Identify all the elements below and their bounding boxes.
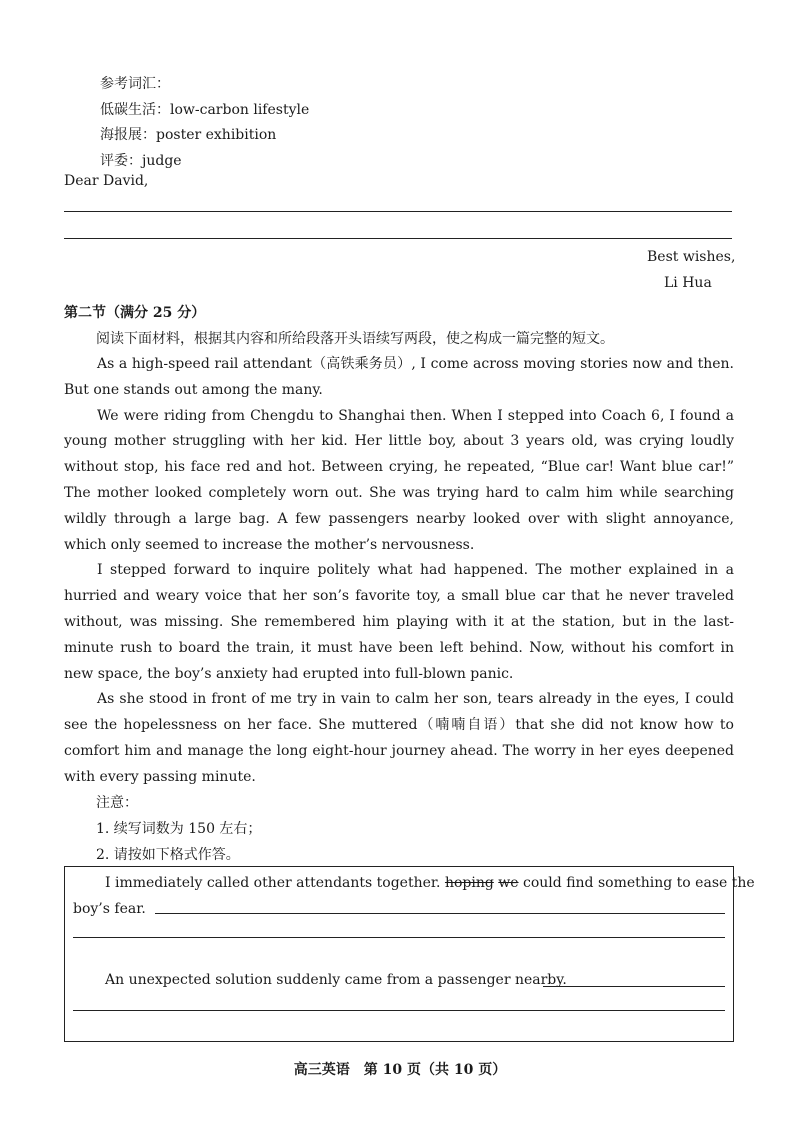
passage-paragraph: As a high-speed rail attendant（高铁乘务员）, I come across moving stories now and then. But one stands out among the many. <box>64 356 734 398</box>
notes <box>96 790 261 868</box>
passage-paragraph: We were riding from Chengdu to Shanghai then. When I stepped into Coach 6, I found a young mother struggling with her kid. Her little boy, about 3 years old, was crying loudly without stop, his face red and hot. Between crying, he repeated, “Blue car! Want blue car!” The mother looked completely worn out. She was trying hard to calm him while searching wildly through a large bag. A few passengers nearby looked over with slight annoyance, which only seemed to increase the mother’s nervousness. <box>64 407 734 553</box>
vocabulary-item: 评委：judge <box>100 152 182 169</box>
section-title: 第二节（满分 25 分） <box>64 305 206 321</box>
notes-title: 注意： <box>96 795 138 811</box>
vocabulary-item: 海报展：poster exhibition <box>100 127 277 143</box>
letter-closing: Best wishes, <box>647 249 736 265</box>
passage-paragraph: I stepped forward to inquire politely what had happened. The mother explained in a hurried and weary voice that her son’s favorite toy, a small blue car that he never traveled without, was missing. She remembered him playing with it at the station, but in the last-minute rush to board the train, it must have been left behind. Now, without his comfort in new space, the boy’s anxiety had erupted into full-blown panic. <box>64 562 734 682</box>
paragraph1-continuation: boy’s fear. <box>73 901 146 917</box>
answer-line[interactable] <box>73 937 725 938</box>
note-item: 1. 续写词数为 150 左右； <box>96 821 262 837</box>
struck-word: hoping <box>444 875 494 891</box>
writing-line <box>64 211 732 212</box>
passage-paragraph: As she stood in front of me try in vain to calm her son, tears already in the eyes, I could see the hopelessness on her face. She muttered（喃喃自语）that she did not know how to comfort him and manage the long eight-hour journey ahead. The worry in her eyes deepened with every passing minute. <box>64 691 734 785</box>
answer-box <box>64 866 755 1042</box>
paragraph2-opening: An unexpected solution suddenly came from a passenger nearby. <box>105 972 567 988</box>
vocabulary-item: 低碳生活：low-carbon lifestyle <box>100 101 310 118</box>
letter-greeting: Dear David, <box>64 173 149 189</box>
answer-line[interactable] <box>543 986 725 987</box>
paragraph1-start: I immediately called other attendants together. <box>105 875 441 891</box>
letter-signature: Li Hua <box>664 275 712 291</box>
paragraph1-opening <box>105 875 755 891</box>
paragraph1-rest: could find something to ease the <box>523 875 755 891</box>
section-instruction: 阅读下面材料，根据其内容和所给段落开头语续写两段，使之构成一篇完整的短文。 <box>96 331 614 347</box>
page-footer: 高三英语 第 10 页（共 10 页） <box>293 1062 507 1078</box>
reading-passage <box>64 352 734 791</box>
answer-line[interactable] <box>155 913 725 914</box>
vocabulary-list <box>100 72 309 174</box>
answer-line[interactable] <box>73 1010 725 1011</box>
note-item: 2. 请按如下格式作答。 <box>96 847 240 863</box>
struck-word: we <box>498 875 519 891</box>
writing-line <box>64 238 732 239</box>
vocabulary-heading: 参考词汇： <box>100 76 170 92</box>
